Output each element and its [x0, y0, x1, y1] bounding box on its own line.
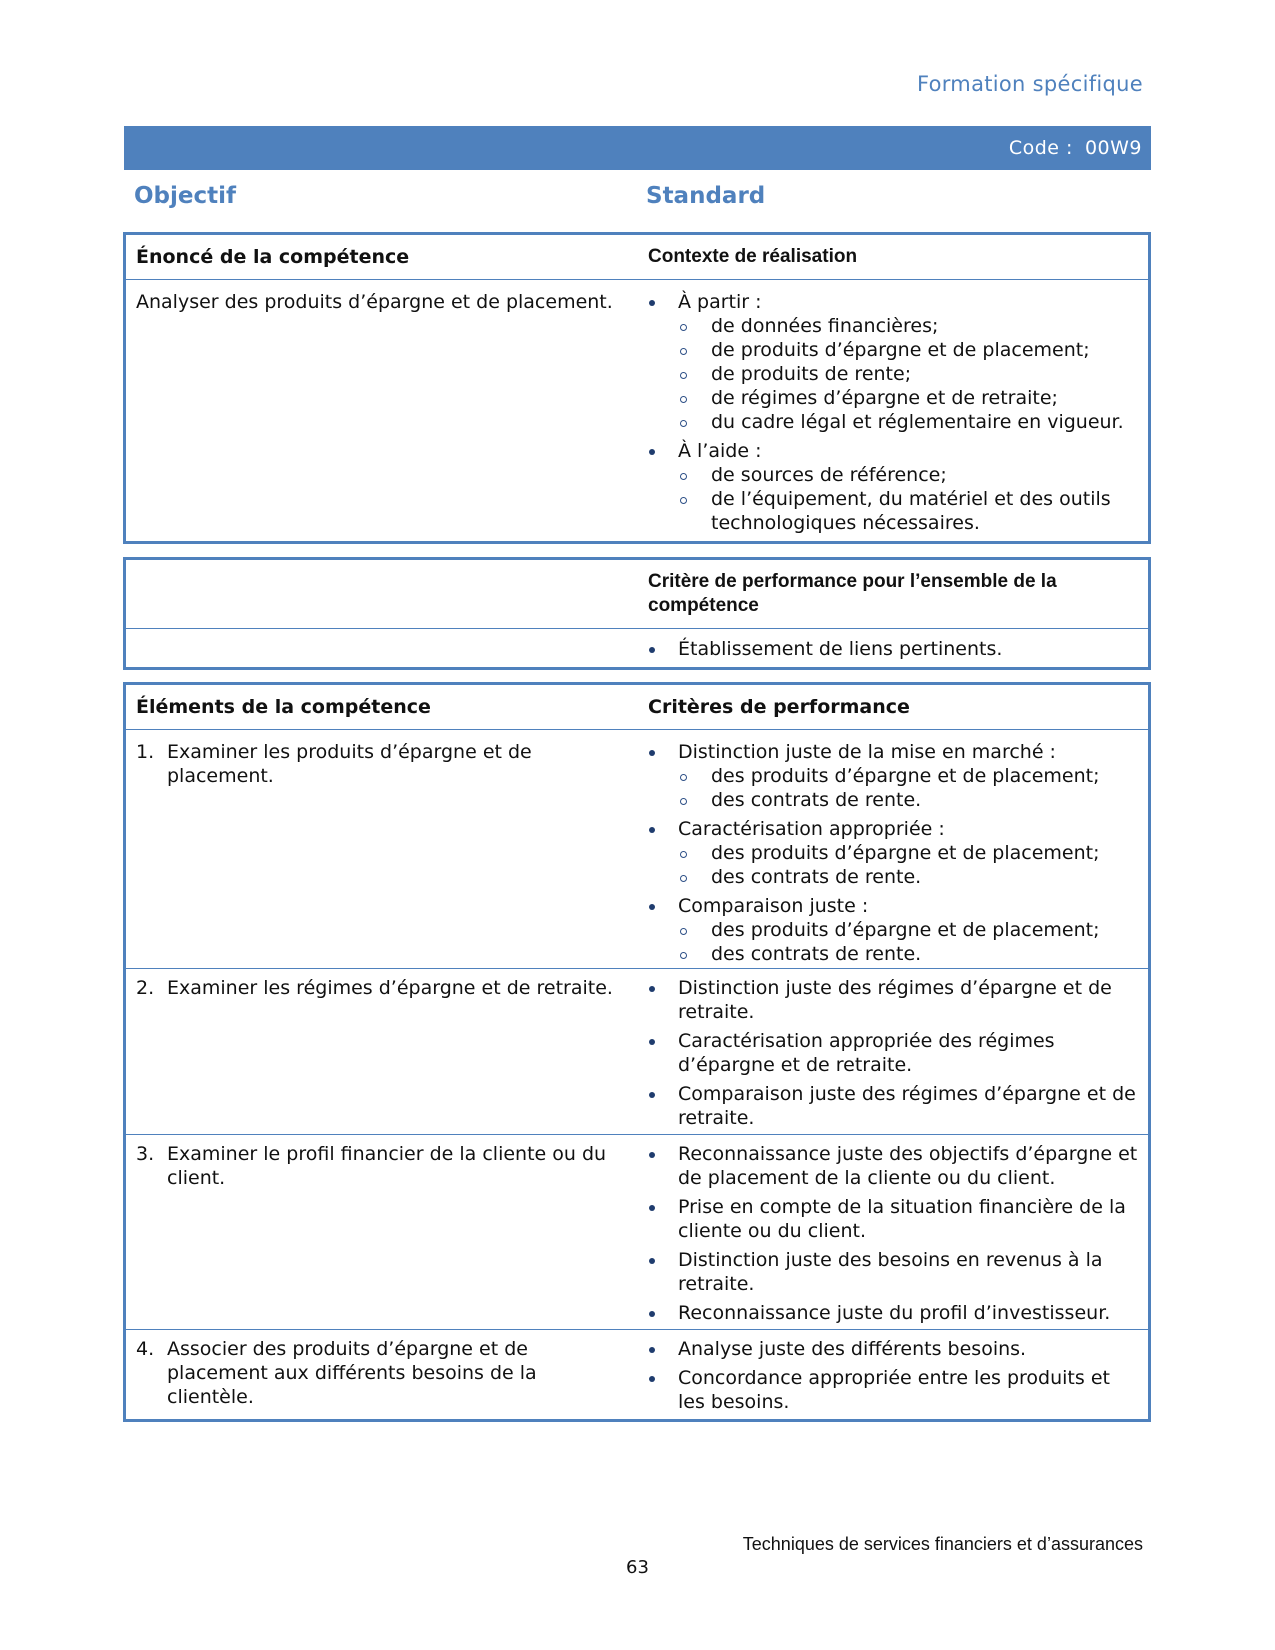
global-criterion-table [123, 557, 1151, 670]
global-criterion-cell [638, 629, 1150, 669]
statement-context-table [123, 232, 1151, 544]
criterion-subitem: des contrats de rente. [678, 865, 1138, 889]
criterion-subitem: des produits d’épargne et de placement; [678, 841, 1138, 865]
context-item: de produits de rente; [678, 362, 1138, 386]
statement-header: Énoncé de la compétence [125, 234, 639, 280]
global-criterion-empty-cell [125, 629, 639, 669]
element-row-1 [125, 730, 1150, 969]
criterion [648, 894, 1138, 966]
criterion-label: Caractérisation appropriée : [678, 818, 945, 840]
element-item [136, 1337, 628, 1409]
global-criterion-list [648, 637, 1138, 661]
global-criterion-item: Établissement de liens pertinents. [648, 637, 1138, 661]
context-item: du cadre légal et réglementaire en vigueur. [678, 410, 1138, 434]
section-label: Formation spécifique [916, 72, 1143, 96]
page-number: 63 [626, 1557, 649, 1578]
code-label: Code : [1008, 137, 1073, 159]
context-sublist [678, 463, 1138, 535]
code-band [124, 126, 1151, 170]
criteria-cell [638, 1135, 1150, 1330]
criterion: Concordance appropriée entre les produits et les besoins. [648, 1366, 1138, 1414]
element-number: 4. [136, 1338, 155, 1360]
context-group-label: À partir : [678, 291, 762, 313]
criterion-subitem: des produits d’épargne et de placement; [678, 918, 1138, 942]
context-list [648, 290, 1138, 535]
element-row-2 [125, 969, 1150, 1135]
criterion: Distinction juste des besoins en revenus à la retraite. [648, 1248, 1138, 1296]
element-number: 1. [136, 741, 155, 763]
element-text: Examiner les régimes d’épargne et de retraite. [167, 977, 613, 999]
criteria-header: Critères de performance [638, 684, 1150, 730]
context-sublist [678, 314, 1138, 434]
criterion: Caractérisation appropriée des régimes d’épargne et de retraite. [648, 1029, 1138, 1077]
element-row-3 [125, 1135, 1150, 1330]
context-header: Contexte de réalisation [638, 234, 1150, 280]
context-cell [638, 280, 1150, 543]
element-item [136, 1142, 628, 1190]
context-group [648, 290, 1138, 434]
element-number: 3. [136, 1143, 155, 1165]
elements-criteria-table [123, 682, 1151, 1422]
criteria-cell [638, 969, 1150, 1135]
element-item [136, 740, 628, 788]
global-criterion-empty-header [125, 559, 639, 629]
context-item: de produits d’épargne et de placement; [678, 338, 1138, 362]
context-item: de régimes d’épargne et de retraite; [678, 386, 1138, 410]
criterion-subitem: des contrats de rente. [678, 942, 1138, 966]
criterion [648, 740, 1138, 812]
element-text: Examiner les produits d’épargne et de placement. [167, 741, 532, 787]
elements-header: Éléments de la compétence [125, 684, 639, 730]
criterion [648, 817, 1138, 889]
objectif-heading: Objectif [134, 183, 237, 209]
code-value: 00W9 [1084, 137, 1142, 159]
context-item: de sources de référence; [678, 463, 1138, 487]
element-cell [125, 1330, 639, 1421]
element-row-4 [125, 1330, 1150, 1421]
element-cell [125, 969, 639, 1135]
context-group-label: À l’aide : [678, 440, 762, 462]
criterion: Prise en compte de la situation financière de la cliente ou du client. [648, 1195, 1138, 1243]
element-item [136, 976, 628, 1000]
criterion-label: Distinction juste de la mise en marché : [678, 741, 1056, 763]
context-group [648, 439, 1138, 535]
criterion-subitem: des produits d’épargne et de placement; [678, 764, 1138, 788]
element-text: Examiner le profil financier de la cliente ou du client. [167, 1143, 607, 1189]
element-cell [125, 730, 639, 969]
footer-program-title: Techniques de services financiers et d’assurances [742, 1534, 1143, 1554]
criterion-subitem: des contrats de rente. [678, 788, 1138, 812]
criteria-cell [638, 730, 1150, 969]
competence-statement: Analyser des produits d’épargne et de placement. [136, 291, 613, 313]
element-text: Associer des produits d’épargne et de placement aux différents besoins de la clientèle. [167, 1338, 537, 1408]
criterion: Distinction juste des régimes d’épargne et de retraite. [648, 976, 1138, 1024]
element-cell [125, 1135, 639, 1330]
criterion: Reconnaissance juste des objectifs d’épargne et de placement de la cliente ou du client. [648, 1142, 1138, 1190]
criterion: Comparaison juste des régimes d’épargne et de retraite. [648, 1082, 1138, 1130]
criteria-cell [638, 1330, 1150, 1421]
criterion: Analyse juste des différents besoins. [648, 1337, 1138, 1361]
criterion-label: Comparaison juste : [678, 895, 869, 917]
criterion: Reconnaissance juste du profil d’investisseur. [648, 1301, 1138, 1325]
standard-heading: Standard [646, 183, 766, 209]
context-item: de données financières; [678, 314, 1138, 338]
element-number: 2. [136, 977, 155, 999]
global-criterion-header: Critère de performance pour l’ensemble de la compétence [638, 559, 1150, 629]
context-item: de l’équipement, du matériel et des outils technologiques nécessaires. [678, 487, 1138, 535]
